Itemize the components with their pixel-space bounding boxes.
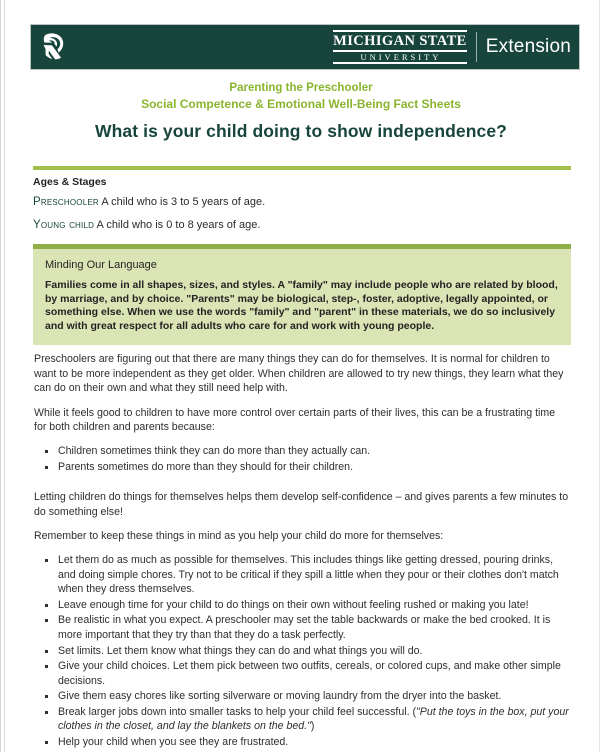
title-block	[31, 80, 571, 142]
ages-and-stages-section	[33, 176, 571, 241]
wordmark-michigan-state: MICHIGAN STATE	[333, 32, 467, 49]
page-left-edge	[4, 0, 5, 752]
body-list-tips	[34, 553, 570, 750]
extension-wordmark: Extension	[485, 36, 571, 57]
list-item: Let them do as much as possible for themselves. This includes things like getting dressed, pouring drinks, and doing simple chores. Try not to be critical if they spill a little when they pour or their clothes don't match when they dress themselves.	[58, 553, 570, 597]
lockup-divider	[476, 32, 477, 62]
wordmark-university: UNIVERSITY	[360, 51, 442, 62]
body-paragraph-1: Preschoolers are figuring out that there are many things they can do for themselves. It is normal for children to want to be more independent as they get older. When children are allowed to try new things, they learn what they can do on their own and what they still need help with.	[34, 353, 564, 395]
list-item: Give them easy chores like sorting silverware or moving laundry from the dryer into the basket.	[58, 689, 570, 704]
minding-our-language-callout	[33, 244, 571, 345]
list-item: Set limits. Let them know what things they can do and what things you will do.	[58, 644, 570, 659]
list-item-quote: "Put the toys in the box, put your clothes in the closet, and lay the blankets on the bed."	[58, 705, 569, 733]
body-paragraph-4: Remember to keep these things in mind as you help your child do more for themselves:	[34, 530, 444, 543]
list-item-lead: Break larger jobs down into smaller tasks to help your child feel successful. (	[58, 705, 416, 718]
body-list-frustrations	[34, 444, 570, 474]
msu-extension-header-banner	[31, 25, 579, 69]
list-item-with-quote	[58, 705, 570, 734]
list-item-tail: )	[310, 720, 315, 733]
series-subtitle-secondary: Social Competence & Emotional Well-Being Fact Sheets	[141, 97, 461, 111]
section-divider-rule	[33, 166, 571, 170]
series-subtitle: Parenting the Preschooler	[229, 82, 373, 94]
article-body	[34, 352, 570, 751]
callout-body-text: Families come in all shapes, sizes, and styles. A "family" may include people who are related by blood, by marriage, and by choice. "Parents" may be biological, step-, foster, adoptive, legally appointed, or something else. When we use the words "family" and "parent" in these materials, we do so inclusively and with great respect for all adults who care for and work with young people.	[45, 279, 558, 332]
glossary-entry-preschooler	[33, 195, 571, 209]
wordmark-rule-bottom	[333, 62, 467, 64]
list-item: Be realistic in what you expect. A preschooler may set the table backwards or make the bed crooked. It is more important that they try than that they do a task perfectly.	[58, 613, 570, 642]
glossary-definition-young-child: A child who is 0 to 8 years of age.	[96, 219, 261, 231]
ages-and-stages-heading: Ages & Stages	[33, 176, 107, 188]
list-item: Leave enough time for your child to do things on their own without feeling rushed or making you late!	[58, 598, 570, 613]
msu-extension-lockup	[333, 30, 571, 64]
glossary-entry-young-child	[33, 218, 571, 232]
glossary-term-young-child: Young child	[33, 219, 95, 231]
body-paragraph-3: Letting children do things for themselves helps them develop self-confidence – and gives parents a few minutes to do something else!	[34, 491, 569, 518]
list-item: Give your child choices. Let them pick between two outfits, cereals, or colored cups, and make other simple decisions.	[58, 659, 570, 688]
glossary-term-preschooler: Preschooler	[33, 196, 99, 208]
callout-title: Minding Our Language	[45, 259, 157, 271]
list-item: Help your child when you see they are frustrated.	[58, 735, 570, 750]
page-title: What is your child doing to show independence?	[95, 121, 507, 141]
body-paragraph-2: While it feels good to children to have more control over certain parts of their lives, this can be a frustrating time for both children and parents because:	[34, 406, 556, 434]
msu-wordmark	[333, 30, 476, 64]
spartan-helmet-icon	[41, 32, 67, 62]
list-item: Children sometimes think they can do more than they actually can.	[58, 444, 570, 459]
list-item: Parents sometimes do more than they should for their children.	[58, 460, 570, 475]
glossary-definition-preschooler: A child who is 3 to 5 years of age.	[101, 196, 266, 208]
